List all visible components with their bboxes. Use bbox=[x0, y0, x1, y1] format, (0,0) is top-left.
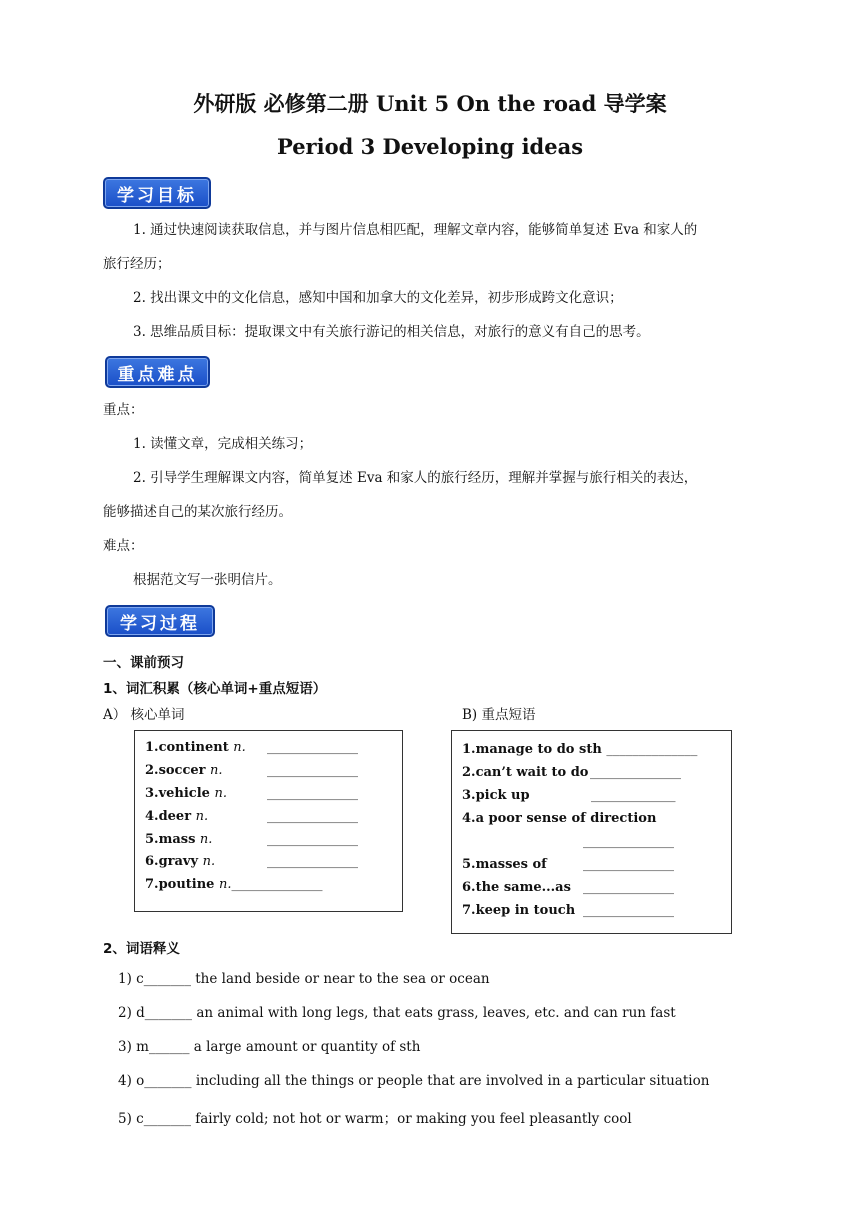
word-row: 2.soccer n. bbox=[145, 763, 223, 778]
definition-item: 4) o_______ including all the things or people that are involved in a particular situation bbox=[118, 1073, 710, 1089]
preview-heading: 一、课前预习 bbox=[103, 655, 184, 671]
phrase-row: 2.can’t wait to do bbox=[462, 765, 589, 780]
focus-label: 重点： bbox=[103, 402, 144, 418]
key-phrases-box bbox=[451, 730, 732, 934]
word-row: 6.gravy n. bbox=[145, 854, 216, 869]
word-row: 7.poutine n.______________ bbox=[145, 877, 323, 892]
word-row: 3.vehicle n. bbox=[145, 786, 227, 801]
core-words-label: A） 核心单词 bbox=[103, 707, 185, 723]
key-points-badge: 重点难点 bbox=[105, 356, 210, 388]
word-blank: ______________ bbox=[267, 740, 358, 755]
objective-2: 2. 找出课文中的文化信息，感知中国和加拿大的文化差异，初步形成跨文化意识； bbox=[133, 290, 623, 306]
focus-2-line1: 2. 引导学生理解课文内容，简单复述 Eva 和家人的旅行经历，理解并掌握与旅行相关的表达， bbox=[133, 470, 698, 486]
objective-3: 3. 思维品质目标：提取课文中有关旅行游记的相关信息，对旅行的意义有自己的思考。 bbox=[133, 324, 650, 340]
core-words-box bbox=[134, 730, 403, 912]
focus-1: 1. 读懂文章，完成相关练习； bbox=[133, 436, 313, 452]
word-row: 4.deer n. bbox=[145, 809, 209, 824]
definition-item: 3) m______ a large amount or quantity of sth bbox=[118, 1039, 421, 1055]
phrase-blank: ______________ bbox=[583, 880, 674, 895]
phrase-blank: ______________ bbox=[590, 765, 681, 780]
page-subtitle: Period 3 Developing ideas bbox=[276, 134, 584, 159]
phrase-row: 4.a poor sense of direction bbox=[462, 811, 657, 826]
objective-1-line2: 旅行经历； bbox=[103, 256, 171, 272]
word-blank: ______________ bbox=[267, 763, 358, 778]
difficulty-label: 难点： bbox=[103, 538, 144, 554]
definition-item: 5) c_______ fairly cold; not hot or warm；or making you feel pleasantly cool bbox=[118, 1111, 632, 1127]
phrase-row: 1.manage to do sth ______________ bbox=[462, 742, 698, 757]
key-phrases-label: B) 重点短语 bbox=[462, 707, 536, 723]
word-blank: ______________ bbox=[267, 809, 358, 824]
page-title: 外研版 必修第二册 Unit 5 On the road 导学案 bbox=[193, 91, 667, 116]
word-row: 5.mass n. bbox=[145, 832, 213, 847]
phrase-row: 6.the same...as bbox=[462, 880, 571, 895]
phrase-row: 7.keep in touch bbox=[462, 903, 576, 918]
definitions-heading: 2、词语释义 bbox=[103, 941, 180, 957]
phrase-blank: _____________ bbox=[591, 788, 676, 803]
phrase-blank: ______________ bbox=[583, 857, 674, 872]
focus-2-line2: 能够描述自己的某次旅行经历。 bbox=[103, 504, 292, 520]
phrase-blank: ______________ bbox=[583, 903, 674, 918]
vocab-heading: 1、词汇积累（核心单词+重点短语） bbox=[103, 681, 327, 697]
phrase-row: 5.masses of bbox=[462, 857, 547, 872]
process-badge: 学习过程 bbox=[105, 605, 215, 637]
phrase-row: 3.pick up bbox=[462, 788, 530, 803]
definition-item: 1) c_______ the land beside or near to the sea or ocean bbox=[118, 971, 490, 987]
difficulty-1: 根据范文写一张明信片。 bbox=[133, 572, 282, 588]
objective-1-line1: 1. 通过快速阅读获取信息，并与图片信息相匹配，理解文章内容，能够简单复述 Eva 和家人的 bbox=[133, 222, 698, 238]
word-blank: ______________ bbox=[267, 854, 358, 869]
definition-item: 2) d_______ an animal with long legs, that eats grass, leaves, etc. and can run fast bbox=[118, 1005, 676, 1021]
word-blank: ______________ bbox=[267, 832, 358, 847]
objectives-badge: 学习目标 bbox=[103, 177, 211, 209]
phrase-blank: ______________ bbox=[583, 834, 674, 849]
word-blank: ______________ bbox=[267, 786, 358, 801]
word-row: 1.continent n. bbox=[145, 740, 246, 755]
